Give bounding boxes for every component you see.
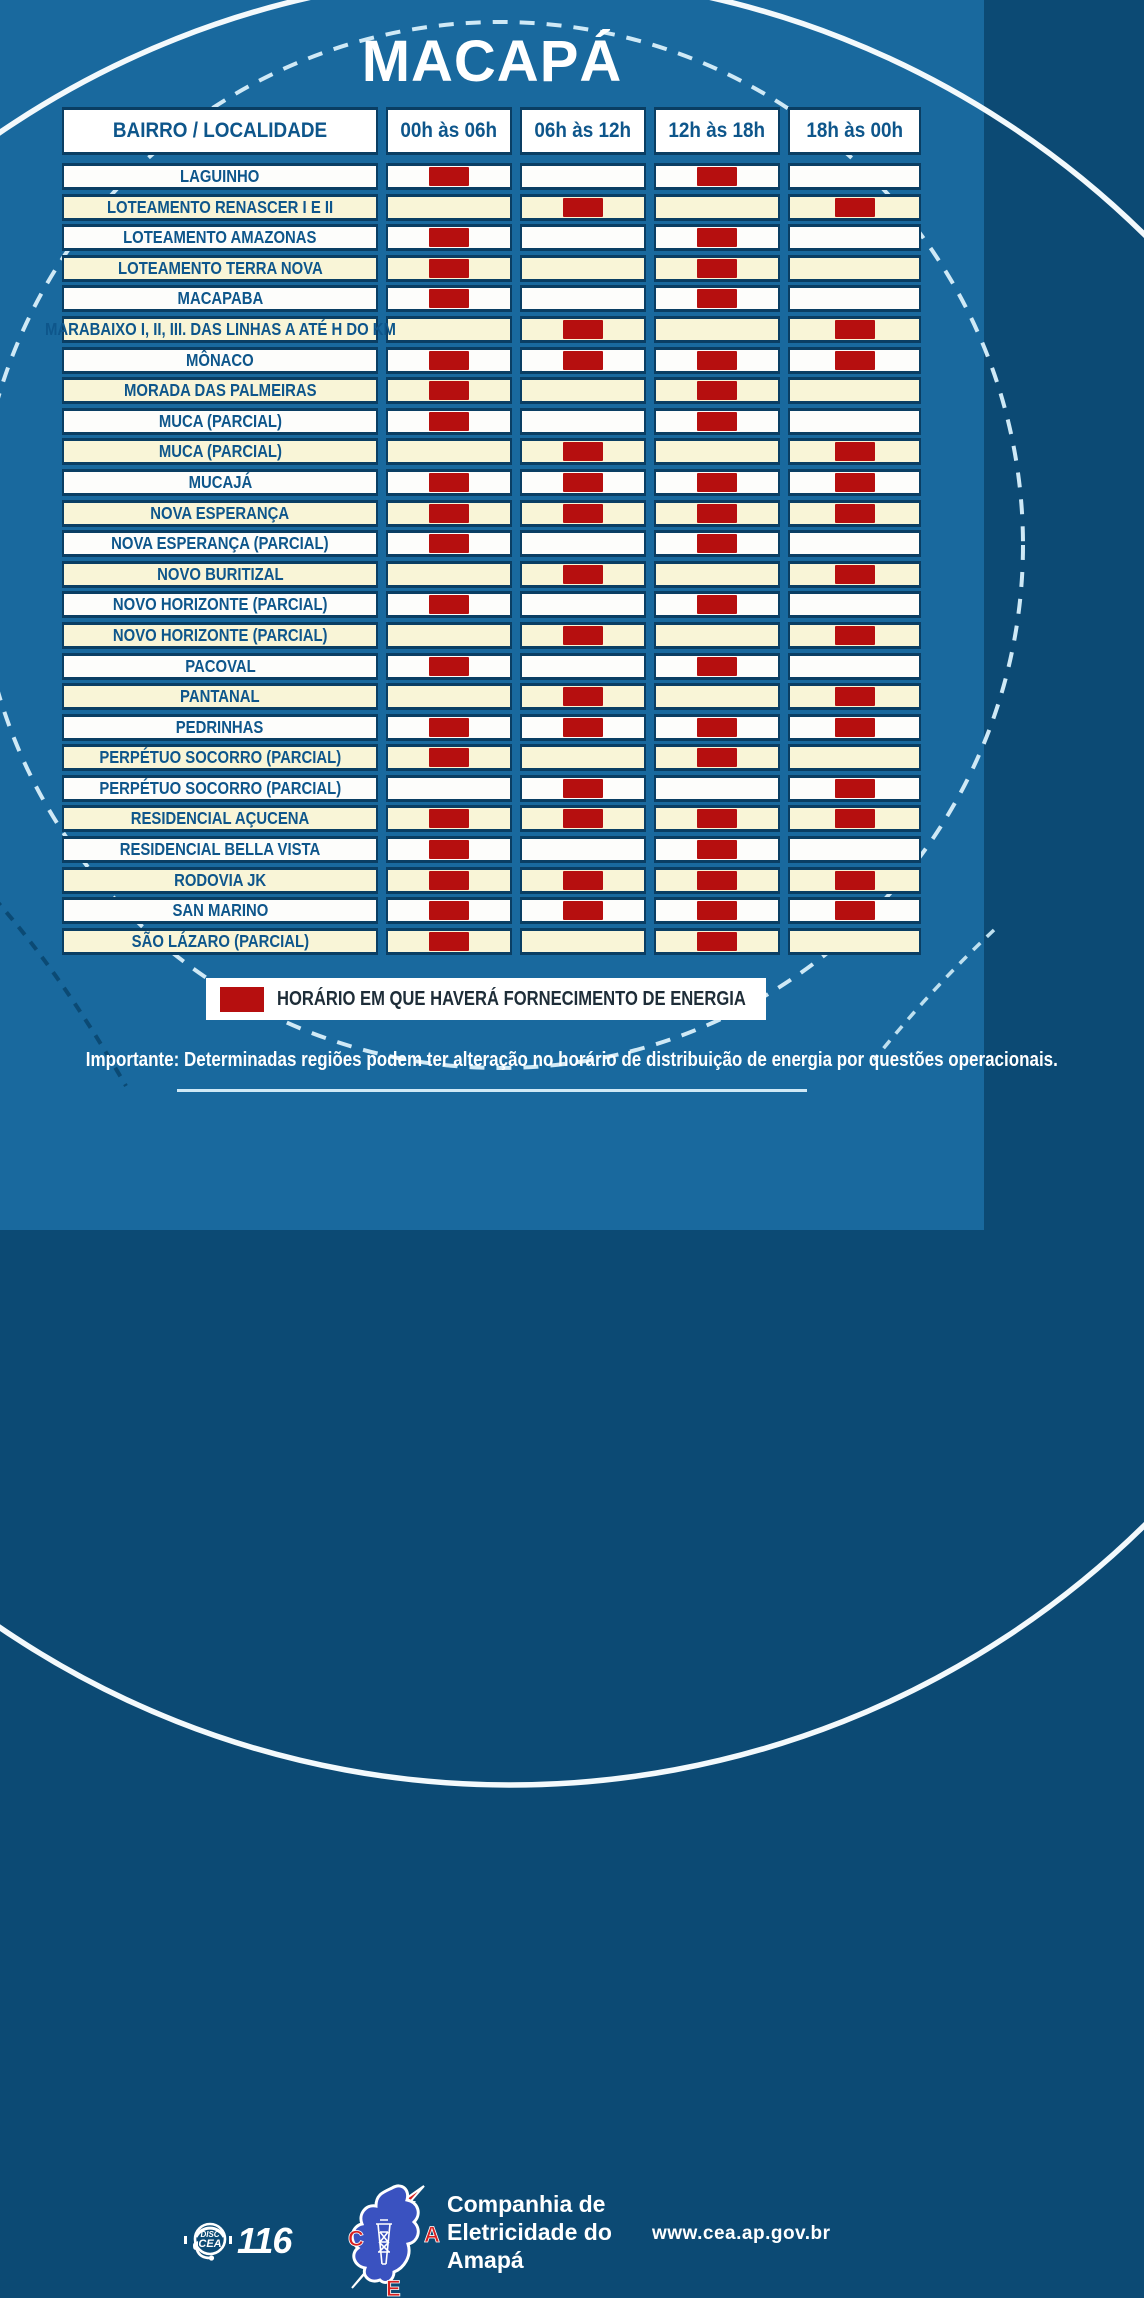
row-label: PERPÉTUO SOCORRO (PARCIAL) [62,744,378,771]
slot-cell-3 [788,224,921,251]
table-row [62,377,925,403]
slot-cell-2 [654,224,780,251]
slot-cell-0 [386,255,512,282]
supply-mark [429,840,469,859]
row-label: MUCA (PARCIAL) [62,408,378,435]
slot-cell-0 [386,408,512,435]
table-row [62,224,925,250]
slot-cell-2 [654,805,780,832]
important-note: Importante: Determinadas regiões podem ter alteração no horário de distribuição de energia por questões operacionais. [85,1049,1058,1071]
letter-e: E [386,2276,401,2298]
row-label: NOVO HORIZONTE (PARCIAL) [62,622,378,649]
slot-cell-0 [386,683,512,710]
page-title: MACAPÁ [361,29,623,94]
supply-mark [835,809,875,828]
slot-cell-3 [788,683,921,710]
header-timeslot-4: 18h às 00h [788,107,921,155]
supply-mark [429,809,469,828]
slot-cell-0 [386,928,512,955]
slot-cell-1 [520,836,646,863]
supply-mark [835,871,875,890]
slot-cell-0 [386,285,512,312]
row-label: NOVA ESPERANÇA (PARCIAL) [62,530,378,557]
slot-cell-2 [654,500,780,527]
slot-cell-3 [788,836,921,863]
supply-mark [563,442,603,461]
row-label: MACAPABA [62,285,378,312]
slot-cell-3 [788,744,921,771]
supply-mark [563,871,603,890]
table-row [62,591,925,617]
slot-cell-2 [654,897,780,924]
slot-cell-3 [788,500,921,527]
supply-mark [835,626,875,645]
headset-phone-icon [183,2215,235,2267]
slot-cell-0 [386,622,512,649]
table-row [62,683,925,709]
slot-cell-0 [386,224,512,251]
supply-mark [563,198,603,217]
slot-cell-2 [654,530,780,557]
supply-mark [429,167,469,186]
supply-mark [429,901,469,920]
supply-mark [697,595,737,614]
slot-cell-2 [654,194,780,221]
supply-mark [429,595,469,614]
slot-cell-2 [654,347,780,374]
slot-cell-3 [788,285,921,312]
row-label: MUCAJÁ [62,469,378,496]
supply-mark [697,932,737,951]
slot-cell-3 [788,653,921,680]
slot-cell-1 [520,530,646,557]
supply-mark [429,748,469,767]
row-label: PERPÉTUO SOCORRO (PARCIAL) [62,775,378,802]
table-row [62,805,925,831]
slot-cell-2 [654,408,780,435]
slot-cell-1 [520,714,646,741]
slot-cell-2 [654,591,780,618]
supply-mark [697,871,737,890]
row-label: RESIDENCIAL AÇUCENA [62,805,378,832]
row-label: MARABAIXO I, II, III. DAS LINHAS A ATÉ H DO KM [62,316,378,343]
supply-mark [835,565,875,584]
legend-label: HORÁRIO EM QUE HAVERÁ FORNECIMENTO DE ENERGIA [277,987,746,1010]
supply-mark [429,871,469,890]
slot-cell-1 [520,622,646,649]
slot-cell-1 [520,163,646,190]
supply-mark [835,198,875,217]
slot-cell-3 [788,867,921,894]
row-label: NOVO HORIZONTE (PARCIAL) [62,591,378,618]
slot-cell-2 [654,377,780,404]
svg-text:DISC: DISC [200,2230,220,2239]
slot-cell-0 [386,530,512,557]
slot-cell-3 [788,928,921,955]
supply-mark [563,504,603,523]
supply-mark [697,657,737,676]
letter-a: A [424,2222,440,2247]
slot-cell-0 [386,867,512,894]
table-row [62,408,925,434]
slot-cell-1 [520,438,646,465]
row-label: PACOVAL [62,653,378,680]
header-timeslot-1: 00h às 06h [386,107,512,155]
row-label: RODOVIA JK [62,867,378,894]
table-row [44,316,925,342]
table-row [62,500,925,526]
branding-bar [0,1090,984,2298]
slot-cell-1 [520,469,646,496]
slot-cell-3 [788,408,921,435]
slot-cell-1 [520,928,646,955]
row-label: NOVA ESPERANÇA [62,500,378,527]
supply-mark [429,504,469,523]
supply-mark [697,167,737,186]
slot-cell-3 [788,622,921,649]
row-label: LOTEAMENTO RENASCER I E II [62,194,378,221]
supply-mark [429,289,469,308]
slot-cell-2 [654,255,780,282]
slot-cell-3 [788,775,921,802]
supply-mark [697,534,737,553]
row-label: SAN MARINO [62,897,378,924]
slot-cell-2 [654,285,780,312]
slot-cell-1 [520,897,646,924]
slot-cell-2 [654,744,780,771]
slot-cell-2 [654,867,780,894]
supply-mark [697,901,737,920]
row-label: RESIDENCIAL BELLA VISTA [62,836,378,863]
header-bairro-localidade: BAIRRO / LOCALIDADE [62,107,378,155]
table-row [62,744,925,770]
slot-cell-0 [386,377,512,404]
slot-cell-0 [386,744,512,771]
supply-mark [563,351,603,370]
slot-cell-3 [788,469,921,496]
header-timeslot-3: 12h às 18h [654,107,780,155]
slot-cell-3 [788,714,921,741]
slot-cell-1 [520,591,646,618]
supply-mark [563,565,603,584]
slot-cell-0 [386,836,512,863]
supply-mark [563,901,603,920]
supply-mark [429,534,469,553]
slot-cell-3 [788,316,921,343]
phone-number: 116 [237,2220,292,2261]
supply-mark [429,351,469,370]
slot-cell-0 [386,653,512,680]
supply-mark [429,381,469,400]
supply-mark [835,320,875,339]
supply-mark [429,259,469,278]
table-row [62,469,925,495]
slot-cell-2 [654,438,780,465]
slot-cell-2 [654,928,780,955]
table-header-row [62,107,925,155]
slot-cell-2 [654,316,780,343]
slot-cell-1 [520,408,646,435]
supply-mark [835,718,875,737]
supply-mark [429,718,469,737]
supply-mark [835,442,875,461]
row-label: NOVO BURITIZAL [62,561,378,588]
supply-mark [697,259,737,278]
slot-cell-0 [386,163,512,190]
slot-cell-1 [520,377,646,404]
slot-cell-3 [788,897,921,924]
slot-cell-0 [386,469,512,496]
slot-cell-0 [386,897,512,924]
supply-mark [563,687,603,706]
supply-mark [429,228,469,247]
svg-text:CEA: CEA [198,2238,222,2250]
slot-cell-1 [520,500,646,527]
slot-cell-3 [788,438,921,465]
table-row [62,285,925,311]
slot-cell-3 [788,591,921,618]
row-label: MÔNACO [62,347,378,374]
slot-cell-1 [520,805,646,832]
supply-mark [835,473,875,492]
slot-cell-1 [520,316,646,343]
slot-cell-1 [520,255,646,282]
supply-mark [697,504,737,523]
supply-mark [835,504,875,523]
slot-cell-1 [520,775,646,802]
slot-cell-1 [520,194,646,221]
slot-cell-0 [386,714,512,741]
schedule-table [44,107,925,958]
row-label: MUCA (PARCIAL) [62,438,378,465]
slot-cell-2 [654,469,780,496]
slot-cell-0 [386,775,512,802]
table-row [62,255,925,281]
slot-cell-0 [386,561,512,588]
row-label: LOTEAMENTO TERRA NOVA [62,255,378,282]
supply-mark [835,351,875,370]
table-row [62,530,925,556]
supply-mark [429,412,469,431]
supply-mark [429,657,469,676]
supply-mark [697,473,737,492]
slot-cell-1 [520,561,646,588]
supply-mark [697,289,737,308]
supply-mark [697,228,737,247]
disc-cea-116-logo [183,2215,291,2267]
table-row [62,194,925,220]
supply-mark [563,320,603,339]
slot-cell-2 [654,683,780,710]
supply-mark [563,809,603,828]
slot-cell-0 [386,194,512,221]
slot-cell-1 [520,683,646,710]
slot-cell-2 [654,163,780,190]
table-row [62,897,925,923]
row-label: PEDRINHAS [62,714,378,741]
row-label: LAGUINHO [62,163,378,190]
supply-mark [835,779,875,798]
slot-cell-3 [788,377,921,404]
row-label: MORADA DAS PALMEIRAS [62,377,378,404]
slot-cell-0 [386,316,512,343]
table-row [62,347,925,373]
supply-mark [835,687,875,706]
slot-cell-2 [654,653,780,680]
legend-red-swatch [220,987,264,1012]
supply-mark [563,473,603,492]
row-label: PANTANAL [62,683,378,710]
supply-mark [697,809,737,828]
letter-c: C [348,2226,364,2251]
supply-mark [563,718,603,737]
slot-cell-1 [520,867,646,894]
slot-cell-1 [520,347,646,374]
table-row [62,438,925,464]
table-row [62,775,925,801]
table-row [62,836,925,862]
slot-cell-1 [520,744,646,771]
slot-cell-2 [654,561,780,588]
table-row [62,622,925,648]
slot-cell-2 [654,775,780,802]
table-row [62,653,925,679]
slot-cell-3 [788,561,921,588]
slot-cell-2 [654,622,780,649]
slot-cell-0 [386,347,512,374]
supply-mark [697,381,737,400]
table-body [44,163,925,954]
table-row [62,867,925,893]
supply-mark [429,473,469,492]
company-name: Companhia de Eletricidade do Amapá [447,2191,612,2274]
table-row [62,163,925,189]
slot-cell-3 [788,805,921,832]
supply-mark [697,412,737,431]
slot-cell-0 [386,438,512,465]
slot-cell-3 [788,255,921,282]
slot-cell-1 [520,653,646,680]
slot-cell-3 [788,163,921,190]
slot-cell-1 [520,285,646,312]
supply-mark [697,718,737,737]
row-label: LOTEAMENTO AMAZONAS [62,224,378,251]
slot-cell-3 [788,347,921,374]
header-timeslot-2: 06h às 12h [520,107,646,155]
row-label: SÃO LÁZARO (PARCIAL) [62,928,378,955]
slot-cell-0 [386,591,512,618]
website-url: www.cea.ap.gov.br [652,2223,831,2244]
table-row [62,714,925,740]
slot-cell-3 [788,530,921,557]
supply-mark [563,779,603,798]
supply-mark [835,901,875,920]
slot-cell-3 [788,194,921,221]
slot-cell-0 [386,500,512,527]
legend [206,978,766,1020]
supply-mark [563,626,603,645]
supply-mark [697,748,737,767]
supply-mark [429,932,469,951]
table-row [62,561,925,587]
slot-cell-0 [386,805,512,832]
slot-cell-2 [654,714,780,741]
table-row [62,928,925,954]
supply-mark [697,351,737,370]
slot-cell-2 [654,836,780,863]
slot-cell-1 [520,224,646,251]
cea-logo [338,2180,446,2298]
supply-mark [697,840,737,859]
